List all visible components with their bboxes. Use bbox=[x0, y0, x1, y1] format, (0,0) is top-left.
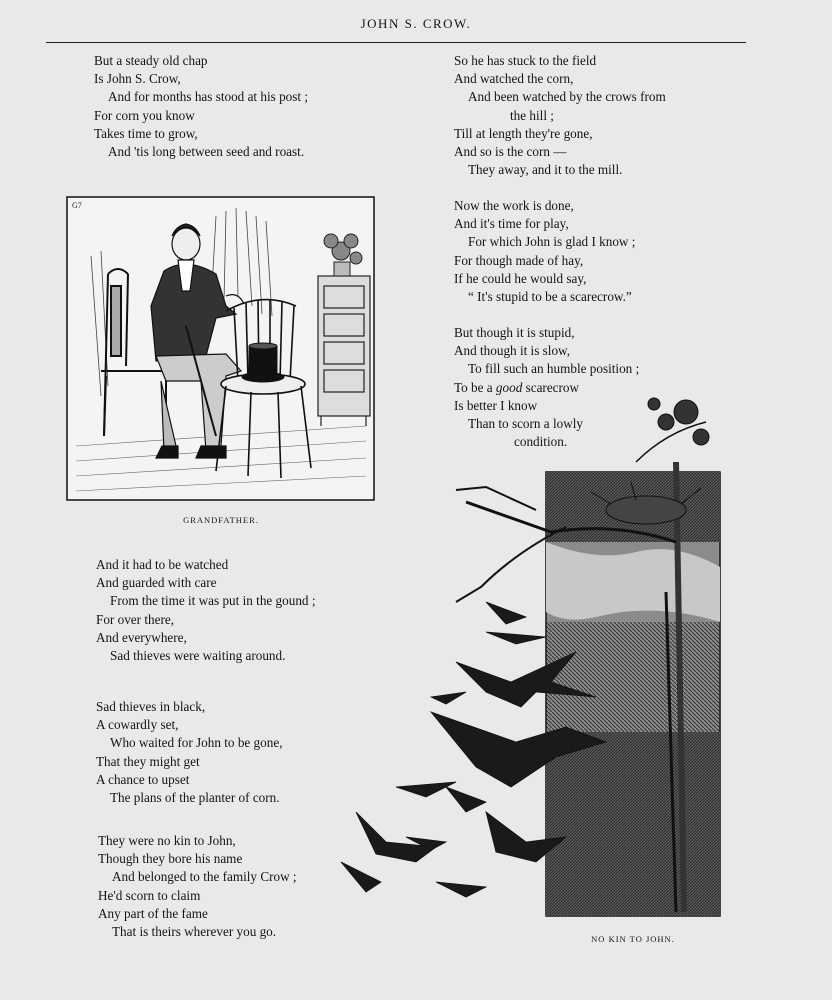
left-stanza-3 bbox=[96, 698, 283, 807]
grandfather-illustration bbox=[66, 196, 376, 507]
thistle bbox=[648, 398, 709, 445]
poem-line: And 'tis long between seed and roast. bbox=[108, 144, 305, 160]
poem-line: Who waited for John to be gone, bbox=[110, 735, 283, 751]
poem-line: A cowardly set, bbox=[96, 717, 179, 733]
line-part: scarecrow bbox=[525, 379, 580, 395]
poem-line: Takes time to grow, bbox=[94, 125, 198, 141]
poem-line: And watched the corn, bbox=[454, 71, 574, 87]
poem-line: That is theirs wherever you go. bbox=[112, 924, 277, 940]
poem-line: Now the work is done, bbox=[454, 198, 574, 213]
poem-line: A chance to upset bbox=[96, 771, 190, 787]
poem-line: And for months has stood at his post ; bbox=[108, 89, 309, 105]
poem-line: condition. bbox=[514, 434, 568, 450]
artist-signature: G7 bbox=[72, 201, 82, 210]
left-stanza-1 bbox=[94, 52, 308, 161]
poem-line: And so is the corn — bbox=[454, 144, 567, 160]
poem-line: For over there, bbox=[96, 611, 174, 627]
poem-line: Is better I know bbox=[454, 397, 538, 413]
poem-line: Though they bore his name bbox=[98, 851, 243, 867]
crows-illustration bbox=[336, 392, 728, 925]
poem-line: And been watched by the crows from bbox=[468, 89, 666, 105]
poem-line: the hill ; bbox=[510, 107, 554, 123]
poem-line: They away, and it to the mill. bbox=[468, 162, 623, 178]
poem-line: And it had to be watched bbox=[96, 557, 229, 572]
poem-line: So he has stuck to the field bbox=[454, 53, 597, 68]
poem-line: From the time it was put in the gound ; bbox=[110, 593, 316, 609]
header-rule bbox=[46, 42, 746, 43]
poem-line: And belonged to the family Crow ; bbox=[112, 869, 297, 885]
italic-word: good bbox=[495, 379, 523, 395]
right-stanza-2 bbox=[454, 197, 635, 306]
poem-line: And though it is slow, bbox=[454, 343, 571, 359]
poem-line: For though made of hay, bbox=[454, 252, 584, 268]
poem-line: He'd scorn to claim bbox=[98, 887, 201, 903]
poem-line: But a steady old chap bbox=[94, 53, 208, 68]
poem-line: But though it is stupid, bbox=[454, 325, 575, 340]
left-stanza-2 bbox=[96, 556, 316, 665]
right-stanza-1 bbox=[454, 52, 666, 179]
poem-line: Any part of the fame bbox=[98, 905, 208, 921]
poem-line: And it's time for play, bbox=[454, 216, 569, 232]
poem-line: Than to scorn a lowly bbox=[468, 416, 583, 432]
poem-line: For corn you know bbox=[94, 107, 195, 123]
left-stanza-4 bbox=[98, 832, 297, 941]
poem-line: If he could he would say, bbox=[454, 270, 587, 286]
poem-line: Is John S. Crow, bbox=[94, 71, 181, 87]
poem-line: For which John is glad I know ; bbox=[468, 234, 636, 250]
poem-line: And everywhere, bbox=[96, 629, 187, 645]
grandfather-caption: GRANDFATHER. bbox=[183, 515, 259, 525]
poem-line: “ It's stupid to be a scarecrow.” bbox=[468, 289, 632, 305]
poem-line: They were no kin to John, bbox=[98, 833, 236, 848]
poem-line: And guarded with care bbox=[96, 575, 217, 591]
poem-line: That they might get bbox=[96, 753, 200, 769]
crows-caption: NO KIN TO JOHN. bbox=[591, 934, 675, 944]
poem-line: The plans of the planter of corn. bbox=[110, 790, 280, 806]
poem-line: Till at length they're gone, bbox=[454, 125, 593, 141]
line-part: To be a bbox=[454, 379, 493, 395]
poem-line: Sad thieves were waiting around. bbox=[110, 648, 286, 664]
poem-line: To fill such an humble position ; bbox=[468, 361, 640, 377]
poem-line: Sad thieves in black, bbox=[96, 699, 206, 714]
running-header: JOHN S. CROW. bbox=[360, 16, 472, 31]
